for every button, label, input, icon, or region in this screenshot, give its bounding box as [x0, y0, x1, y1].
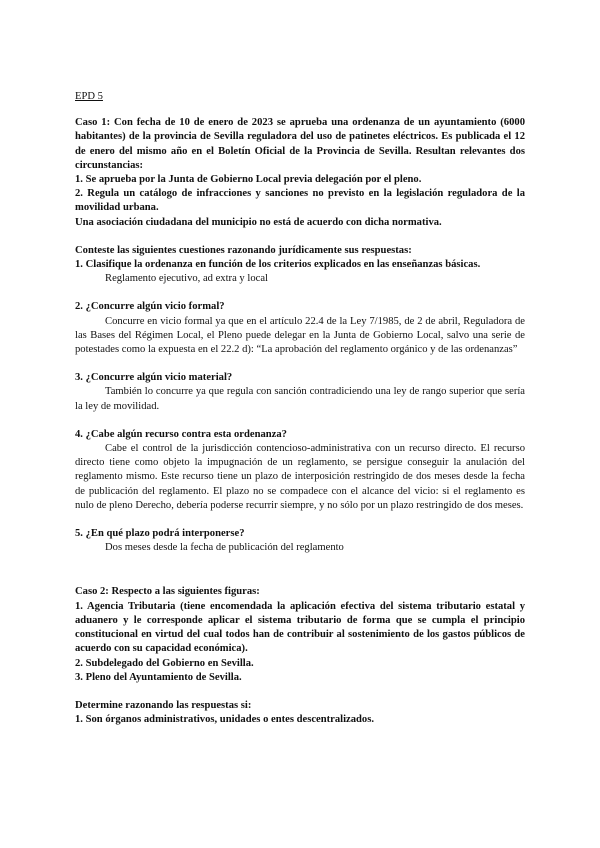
- caso1-circumstance-2: 2. Regula un catálogo de infracciones y sanciones no previsto en la legislación reguladora de la movilidad urbana.: [75, 188, 525, 214]
- document-title: EPD 5: [75, 91, 103, 102]
- answer-1: Reglamento ejecutivo, ad extra y local: [105, 273, 268, 285]
- document-page: [75, 90, 525, 727]
- caso1-intro: Caso 1: Con fecha de 10 de enero de 2023 se aprueba una ordenanza de un ayuntamiento (6000 habitantes) de la provincia de Sevilla reguladora del uso de patinetes eléctricos. Es publicada el 12 de enero del mismo año en el Boletín Oficial de la Provincia de Sevilla. Resultan relevantes dos circunstancias:: [75, 117, 525, 171]
- answer-2: Concurre en vicio formal ya que en el artículo 22.4 de la Ley 7/1985, de 2 de abril, Reguladora de las Bases del Régimen Local, el Pleno puede delegar en la Junta de Gobierno Local, salvo una serie de potestades como la expuesta en el 22.2 d): “La aprobación del reglamento orgánico y de las ordenanzas”: [75, 315, 525, 356]
- caso1-note: Una asociación ciudadana del municipio no está de acuerdo con dicha normativa.: [75, 216, 442, 228]
- question-4: 4. ¿Cabe algún recurso contra esta ordenanza?: [75, 428, 287, 440]
- caso2-question-1: 1. Son órganos administrativos, unidades o entes descentralizados.: [75, 714, 375, 726]
- answer-3: También lo concurre ya que regula con sanción contradiciendo una ley de rango superior que sería la ley de movilidad.: [75, 386, 525, 412]
- question-1: 1. Clasifique la ordenanza en función de los criterios explicados en las enseñanzas básicas.: [75, 259, 481, 271]
- caso2-figure-1: 1. Agencia Tributaria (tiene encomendada la aplicación efectiva del sistema tributario estatal y aduanero y le corresponde aplicar el sistema tributario de forma que se cumpla el principio constitucional en virtud del cual todos han de contribuir al sostenimiento de los gastos públicos de acuerdo con su capacidad económica).: [75, 600, 525, 655]
- answer-4: Cabe el control de la jurisdicción contencioso-administrativa con un recurso directo. El recurso directo tiene como objeto la impugnación de un reglamento, se persigue conseguir la anulación del reglamento mismo. Este recurso tiene un plazo de interposición restringido de dos meses desde la fecha de publicación del reglamento. El plazo no se compadece con el alcance del vicio: si el reglamento es nulo de pleno Derecho, debería poderse recurrir siempre, y no sólo por un plazo restringido de dos meses.: [75, 443, 525, 511]
- caso2-figure-2: 2. Subdelegado del Gobierno en Sevilla.: [75, 657, 254, 669]
- questions-heading: Conteste las siguientes cuestiones razonando jurídicamente sus respuestas:: [75, 244, 412, 256]
- caso2-figure-3: 3. Pleno del Ayuntamiento de Sevilla.: [75, 671, 242, 683]
- answer-5: Dos meses desde la fecha de publicación del reglamento: [105, 542, 344, 554]
- question-5: 5. ¿En qué plazo podrá interponerse?: [75, 528, 245, 540]
- caso2-intro: Caso 2: Respecto a las siguientes figuras:: [75, 586, 260, 598]
- question-3: 3. ¿Concurre algún vicio material?: [75, 372, 233, 384]
- caso1-circumstance-1: 1. Se aprueba por la Junta de Gobierno Local previa delegación por el pleno.: [75, 174, 422, 186]
- question-2: 2. ¿Concurre algún vicio formal?: [75, 301, 225, 313]
- caso2-determine: Determine razonando las respuestas si:: [75, 699, 252, 711]
